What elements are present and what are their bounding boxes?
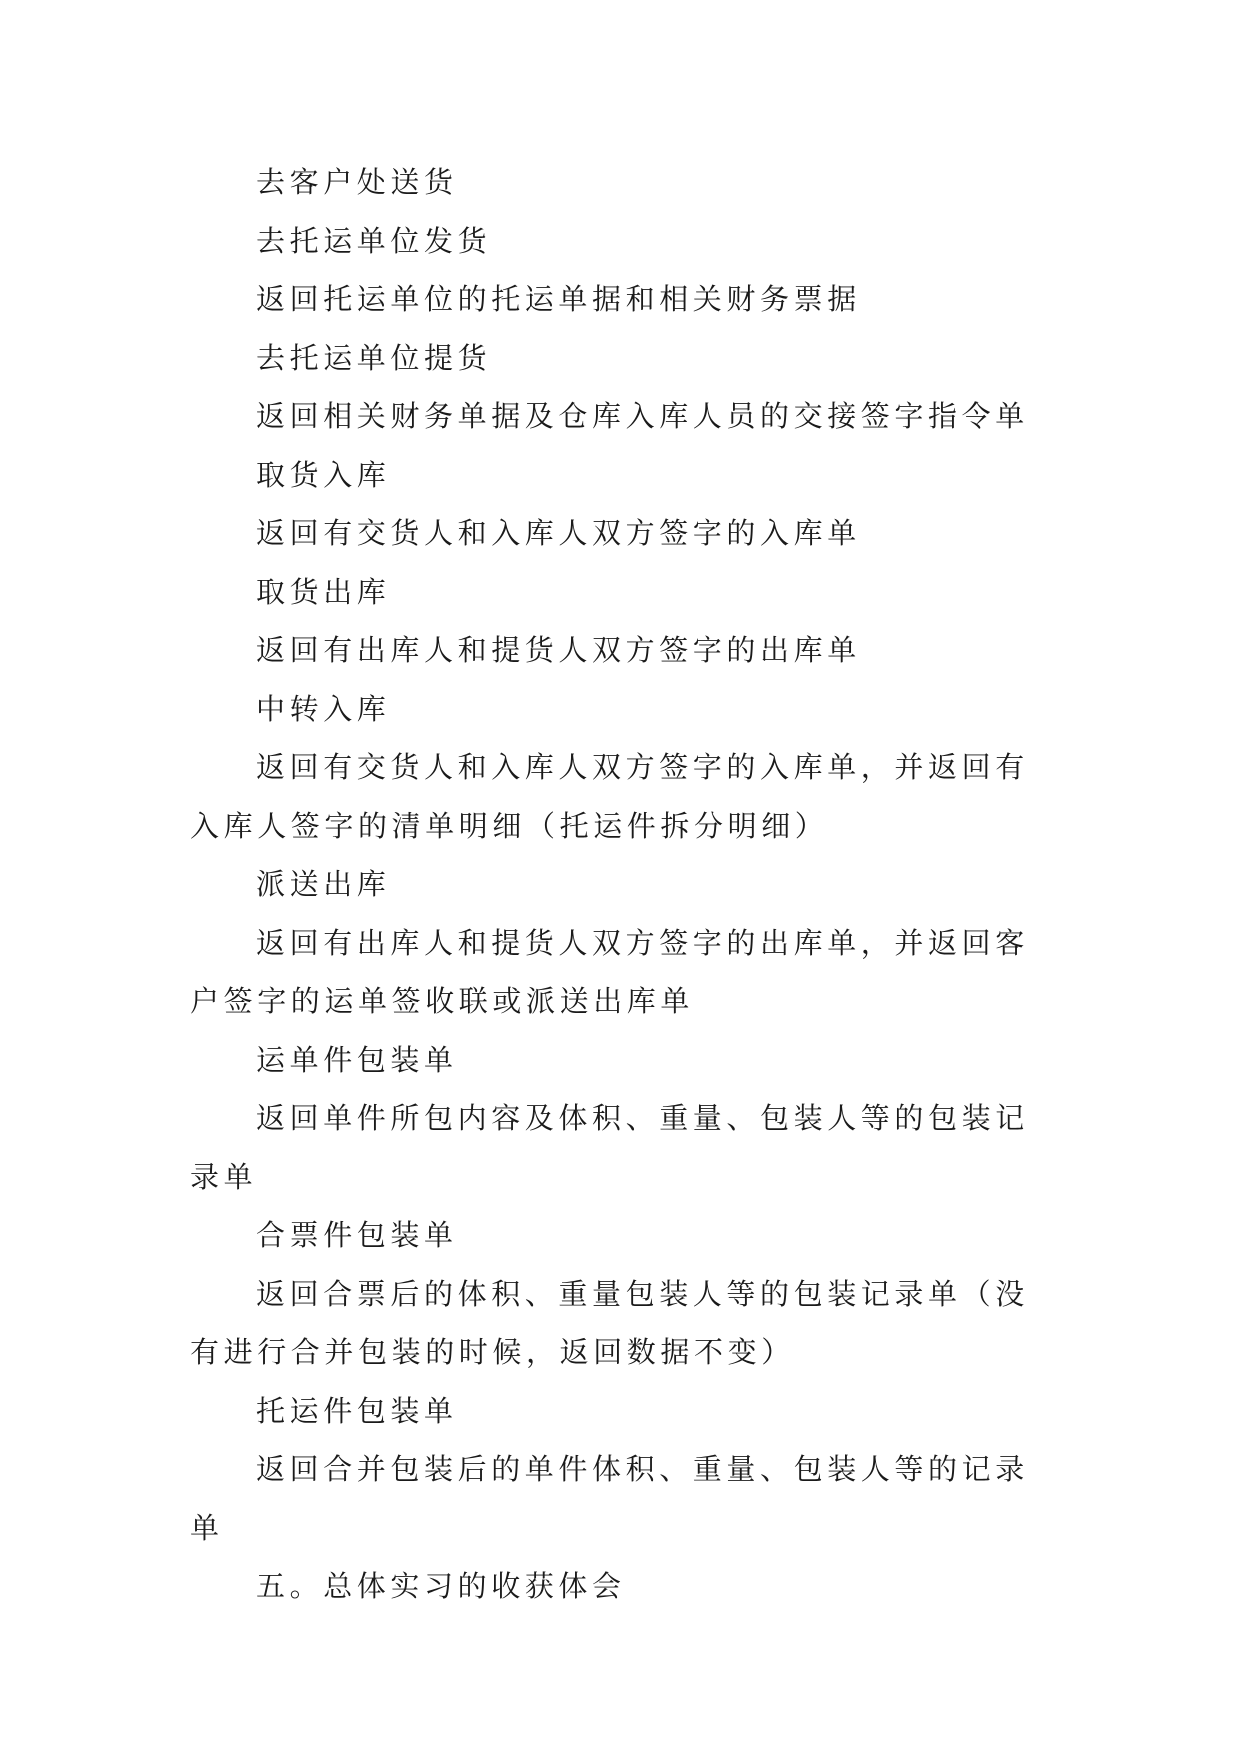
paragraph-delivery-outbound: 派送出库 xyxy=(256,867,391,901)
paragraph-return-waybill-packing: 返回单件所包内容及体积、重量、包装人等的包装记录单 xyxy=(190,1101,1029,1194)
paragraph-return-transfer-inbound: 返回有交货人和入库人双方签字的入库单，并返回有入库人签字的清单明细（托运件拆分明细） xyxy=(190,750,1029,843)
paragraph-transfer-inbound: 中转入库 xyxy=(256,691,391,726)
paragraph-pickup-inbound: 取货入库 xyxy=(256,457,391,492)
paragraph-waybill-packing: 运单件包装单 xyxy=(256,1042,458,1077)
paragraph-pickup-from-consignor: 去托运单位提货 xyxy=(256,340,492,375)
paragraph-return-combined-packing: 返回合票后的体积、重量包装人等的包装记录单（没有进行合并包装的时候，返回数据不变） xyxy=(190,1276,1029,1369)
paragraph-return-handover-instruction: 返回相关财务单据及仓库入库人员的交接签字指令单 xyxy=(256,399,1029,433)
paragraph-pickup-outbound: 取货出库 xyxy=(256,574,391,609)
paragraph-return-consignment-packing: 返回合并包装后的单件体积、重量、包装人等的记录单 xyxy=(190,1452,1029,1545)
paragraph-return-outbound-receipt: 返回有出库人和提货人双方签字的出库单 xyxy=(256,633,861,667)
paragraph-return-delivery-outbound: 返回有出库人和提货人双方签字的出库单，并返回客户签字的运单签收联或派送出库单 xyxy=(190,925,1029,1018)
section-heading-internship-reflection: 五。总体实习的收获体会 xyxy=(256,1569,626,1603)
paragraph-return-inbound-receipt: 返回有交货人和入库人双方签字的入库单 xyxy=(256,516,861,550)
paragraph-ship-from-consignor: 去托运单位发货 xyxy=(256,223,492,258)
document-body xyxy=(190,153,1052,1616)
paragraph-deliver-to-customer: 去客户处送货 xyxy=(256,165,458,199)
paragraph-combined-packing: 合票件包装单 xyxy=(256,1218,458,1252)
paragraph-consignment-packing: 托运件包装单 xyxy=(256,1393,458,1428)
paragraph-return-consignment-docs: 返回托运单位的托运单据和相关财务票据 xyxy=(256,282,861,316)
